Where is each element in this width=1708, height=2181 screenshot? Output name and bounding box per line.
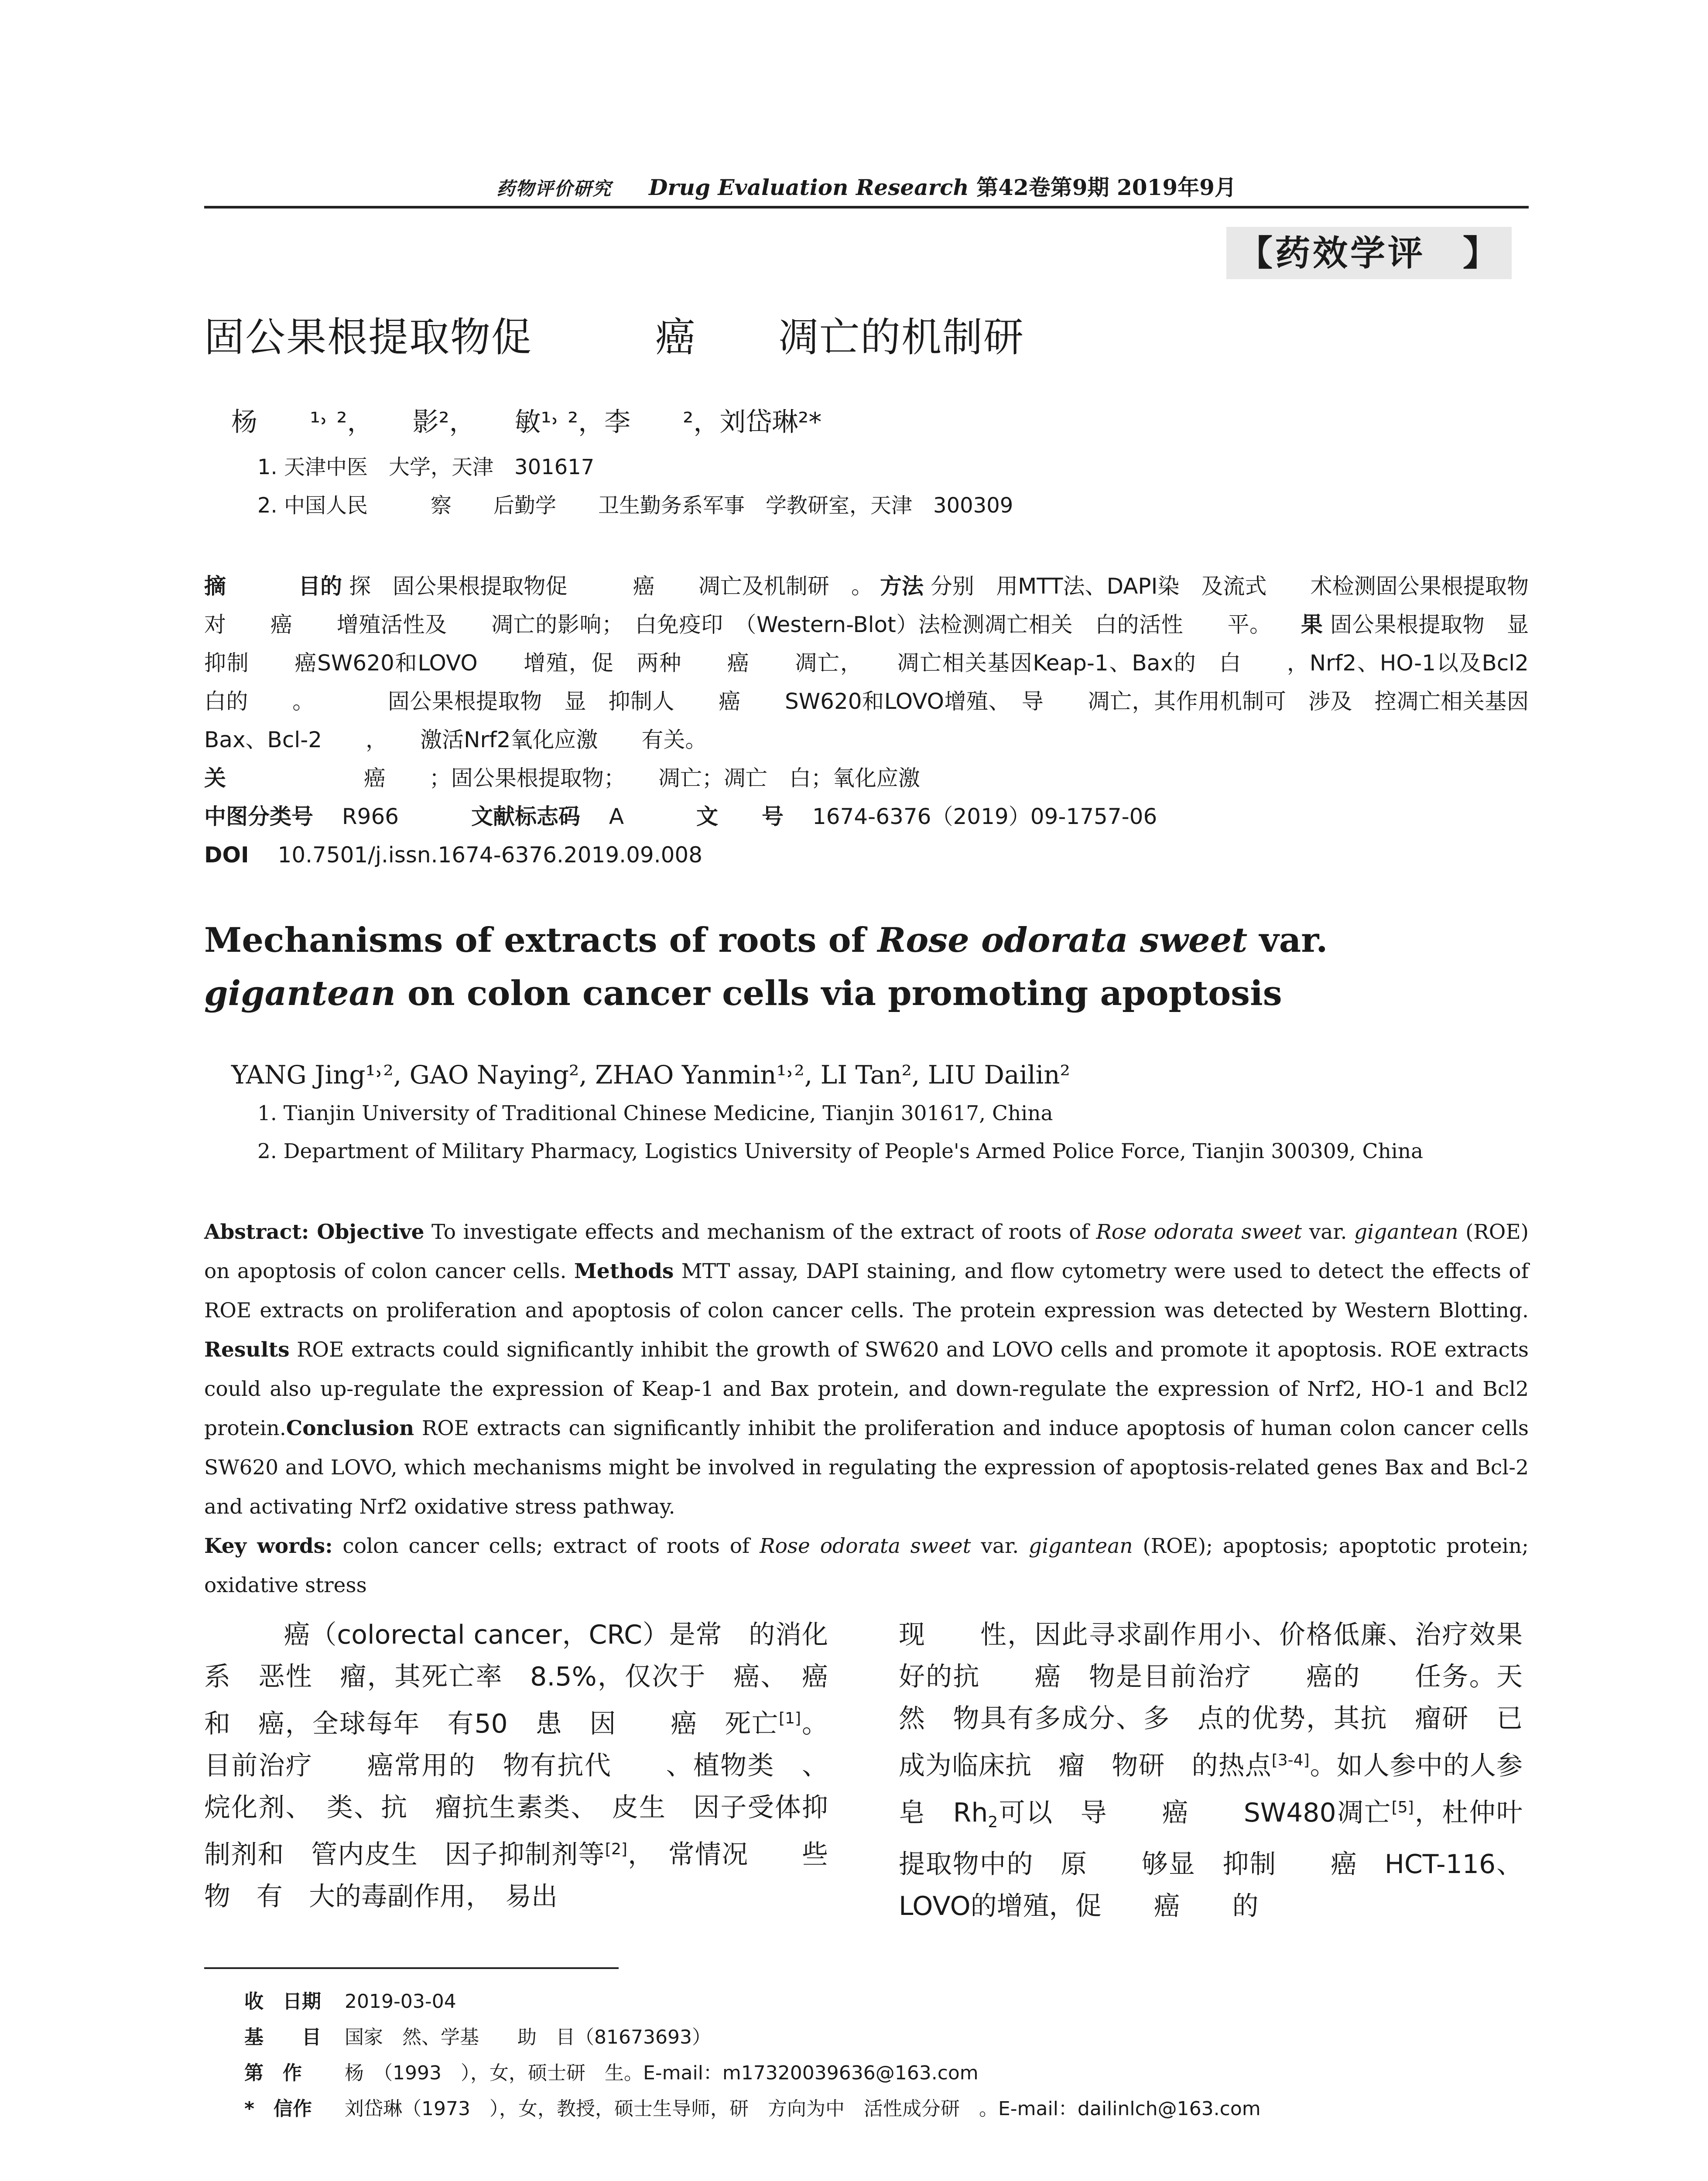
en-objective: To investigate effects and mechanism of the extract of roots of: [424, 1220, 1096, 1244]
cn-objective: 探 固公果根提取物促 癌 凋亡及机制研 。: [349, 574, 873, 599]
body-column-right: [899, 1614, 1523, 1927]
en-affiliation-1: 1. Tianjin University of Traditional Chinese Medicine, Tianjin 301617, China: [257, 1101, 1053, 1125]
en-affiliation-2: 2. Department of Military Pharmacy, Logistics University of People's Armed Police Force, Tianjin 300309, China: [257, 1139, 1424, 1163]
citation: [2]: [605, 1840, 627, 1858]
footnote-value: 杨 （1993 ），女，硕士研 生。E-mail：m17320039636@163.com: [345, 2062, 979, 2084]
cn-title: 固公果根提取物促 癌 凋亡的机制研: [204, 314, 1025, 361]
en-title-species: Rose odorata sweet: [877, 920, 1248, 960]
en-abstract: [204, 1213, 1529, 1605]
body-text: 癌（colorectal cancer，CRC）是常 的消化系 恶性 瘤，其死亡率 8.5%，仅次于 癌、 癌和 癌，全球每年 有50 患 因 癌 死亡: [204, 1620, 828, 1739]
footnote-value: 国家 然、学基 助 目（81673693）: [345, 2026, 711, 2048]
doi-value: 10.7501/j.issn.1674-6376.2019.09.008: [277, 842, 703, 868]
footnote-rule: [204, 1967, 619, 1969]
footnote-value: 刘岱琳（1973 ），女，教授，硕士生导师，研 方向为中 活性成分研 。E-mail：dailinlch@163.com: [345, 2098, 1261, 2120]
running-header: [204, 170, 1529, 202]
citation: [3-4]: [1271, 1751, 1310, 1769]
en-abstract-body: [204, 1213, 1529, 1527]
en-conclusion-label: Conclusion: [286, 1416, 414, 1440]
en-objective-variety: gigantean: [1354, 1220, 1458, 1244]
doc-code-label: 文献标志码: [471, 804, 580, 829]
cn-methods-label: 方法: [880, 574, 924, 599]
footnote-corresponding: [244, 2091, 1509, 2127]
en-keywords: colon cancer cells; extract of roots of: [332, 1534, 760, 1558]
article-no-value: 1674-6376（2019）09-1757-06: [812, 804, 1157, 829]
body-text: 现 性，因此寻求副作用小、价格低廉、治疗效果好的抗 癌 物是目前治疗 癌的 任务。天然 物具有多成分、多 点的优势，其抗 瘤研 已成为临床抗 瘤 物研 的热点: [899, 1620, 1523, 1781]
en-title-part: Mechanisms of extracts of roots of: [204, 920, 878, 960]
en-title-part: on colon cancer cells via promoting apoptosis: [395, 974, 1282, 1013]
cn-keywords-label: 关: [204, 766, 313, 791]
en-keywords-line: [204, 1527, 1529, 1605]
footnote-fund: [244, 2020, 1509, 2055]
en-objective-species: Rose odorata sweet: [1096, 1220, 1302, 1244]
en-title-variety: gigantean: [204, 974, 396, 1013]
en-results-label: Results: [204, 1338, 290, 1362]
en-authors: YANG Jing¹˒², GAO Naying², ZHAO Yanmin¹˒², LI Tan², LIU Dailin²: [231, 1060, 1070, 1090]
cn-conclusion: 固公果根提取物 显 抑制人 癌 SW620和LOVO增殖、 导 凋亡，其作用机制可 涉及 控凋亡相关基因Bax、Bcl-2 ， 激活Nrf2氧化应激 有关。: [204, 689, 1529, 752]
body-paragraph: [204, 1614, 855, 1918]
cn-results: 固公果根提取物 显 抑制 癌SW620和LOVO 增殖，促 两种 癌 凋亡， 凋亡相关基因Keap-1、Bax的 白 ，Nrf2、HO-1以及Bcl2 白的 。: [204, 612, 1551, 714]
citation: [1]: [779, 1709, 801, 1727]
cn-affiliation-1: 1. 天津中医 大学，天津 301617: [257, 455, 595, 479]
cn-abstract-body: [204, 567, 1551, 759]
en-results: ROE extracts could significantly inhibit the growth of SW620 and LOVO cells and promote it apoptosis. ROE extracts could also up-regulate the expression of Keap-1 and Bax protein, and down-regulate the expression of Nrf2, HO-1 and Bcl2 protein.: [204, 1338, 1529, 1440]
body-text: ， 常情况 些 物 有 大的毒副作用， 易出: [204, 1839, 855, 1912]
en-keywords-label: Key words:: [204, 1534, 333, 1558]
en-title: [204, 914, 1529, 1020]
cn-methods: 分别 用MTT法、DAPI染 及流式 术检测固公果根提取物对 癌 增殖活性及 凋亡的影响； 白免疫印 （Western-Blot）法检测凋亡相关 白的活性 平。: [204, 574, 1529, 637]
en-abstract-label: Abstract: Objective: [204, 1220, 424, 1244]
body-text: 。目前治疗 癌常用的 物有抗代 、植物类 、烷化剂、 类、抗 瘤抗生素类、 皮生 因子受体抑制剂和 管内皮生 因子抑制剂等: [204, 1709, 828, 1870]
en-keywords: (ROE); apoptosis; apoptotic protein; oxidative stress: [204, 1534, 1529, 1597]
body-paragraph: [899, 1614, 1523, 1927]
en-methods: MTT assay, DAPI staining, and flow cytometry were used to detect the effects of ROE extracts on proliferation and apoptosis of colon cancer cells. The protein expression was detected by Western Blotting.: [204, 1259, 1529, 1323]
en-conclusion: ROE extracts can significantly inhibit the proliferation and induce apoptosis of human colon cancer cells SW620 and LOVO, which mechanisms might be involved in regulating the expression of apoptosis-related genes Bax and Bcl-2 and activating Nrf2 oxidative stress pathway.: [204, 1416, 1529, 1519]
en-keywords-species: Rose odorata sweet: [760, 1534, 971, 1558]
en-title-part: var.: [1247, 920, 1328, 960]
journal-name: Drug Evaluation Research: [648, 174, 969, 200]
en-methods-label: Methods: [574, 1259, 674, 1283]
footnote-received: [244, 1984, 1509, 2020]
cn-keywords: 癌 ；固公果根提取物； 凋亡；凋亡 白；氧化应激: [320, 766, 920, 791]
footnote-value: 2019-03-04: [345, 1990, 456, 2013]
article-no-label: 文 号: [696, 804, 784, 829]
footnote-label: 收 日期: [244, 1990, 321, 2013]
cn-classification-line: [204, 797, 1529, 836]
en-keywords: var.: [971, 1534, 1029, 1558]
footnote-label: 第 作: [244, 2062, 321, 2084]
footnote-label: * 信作: [244, 2098, 332, 2120]
cn-keywords-line: [204, 759, 1529, 797]
footnotes: [244, 1984, 1509, 2127]
clc-label: 中图分类号: [204, 804, 313, 829]
issue-info: 第42卷第9期 2019年9月: [976, 174, 1236, 200]
body-text: 。如人参中的人参皂 Rh: [899, 1750, 1523, 1828]
body-column-left: [204, 1614, 855, 1918]
header-rule: [204, 206, 1529, 209]
cn-objective-label: 目的: [298, 574, 342, 599]
en-objective: var.: [1302, 1220, 1355, 1244]
en-keywords-variety: gigantean: [1029, 1534, 1133, 1558]
doi-label: DOI: [204, 842, 249, 868]
cn-affiliation-2: 2. 中国人民 察 后勤学 卫生勤务系军事 学教研室，天津 300309: [257, 493, 1013, 518]
clc-value: R966: [342, 804, 399, 829]
cn-results-label: 果: [1279, 612, 1323, 637]
cn-abstract: [204, 567, 1551, 874]
citation: [5]: [1391, 1798, 1414, 1816]
doi-line: [204, 836, 1529, 874]
en-objective: (ROE) on apoptosis of colon cancer cells.: [204, 1220, 1529, 1283]
footnote-first-author: [244, 2055, 1509, 2091]
cn-abstract-label: 摘: [204, 574, 292, 599]
column-tag: 【药效学评 】: [1226, 227, 1512, 279]
body-text: 可以 导 癌 SW480凋亡: [998, 1798, 1392, 1828]
doc-code-value: A: [609, 804, 624, 829]
journal-logo-text: 药物评价研究: [496, 178, 612, 199]
body-text: ，杜仲叶提取物中的 原 够显 抑制 癌 HCT-116、LOVO的增殖，促 癌 的: [899, 1798, 1523, 1921]
footnote-label: 基 目: [244, 2026, 321, 2048]
subscript: 2: [988, 1813, 998, 1831]
cn-authors: 杨 ¹˒ ²， 影²， 敏¹˒ ²，李 ²，刘岱琳²*: [231, 407, 822, 438]
